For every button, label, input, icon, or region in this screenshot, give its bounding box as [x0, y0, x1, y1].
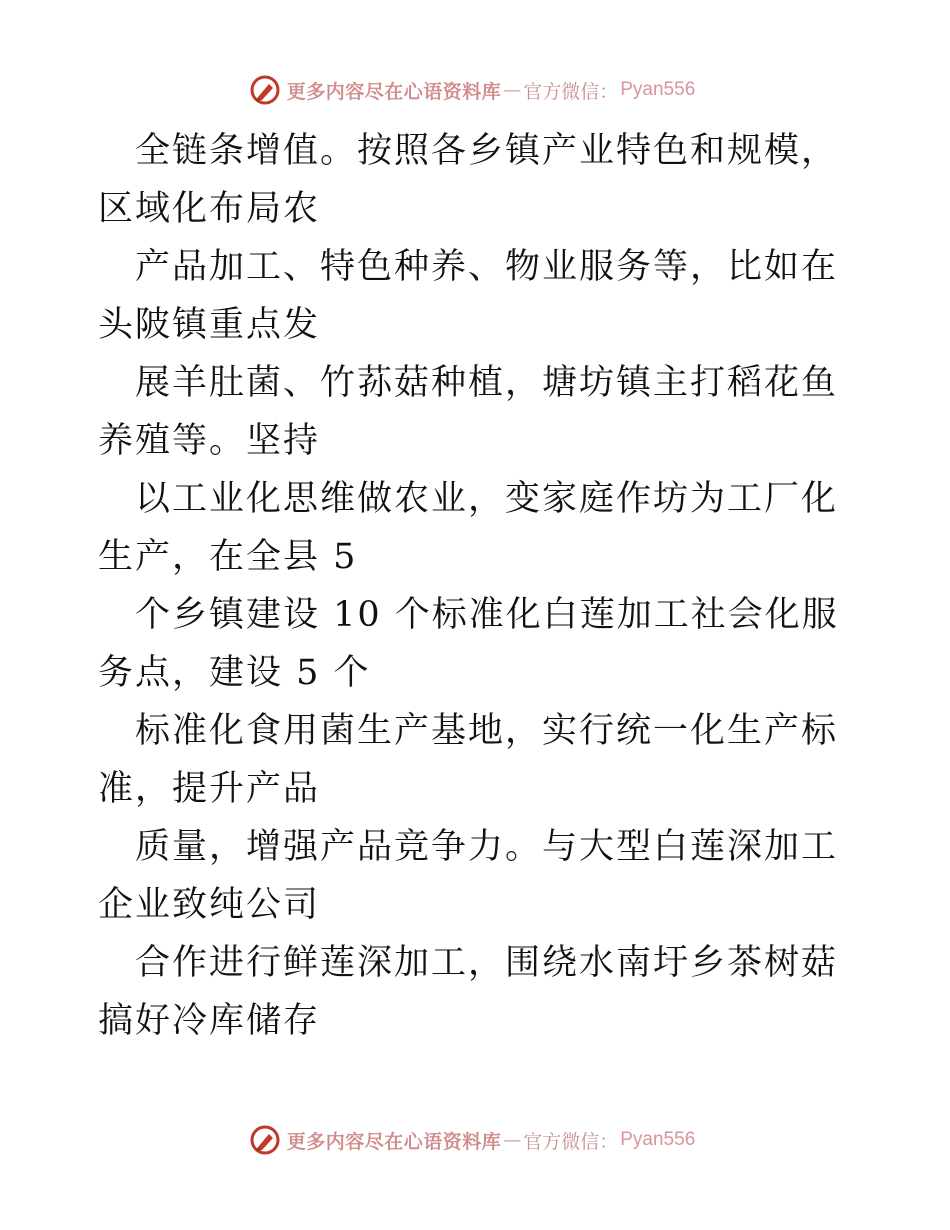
header-watermark	[0, 70, 950, 110]
document-body	[98, 122, 858, 1050]
paragraph-4-line-1: 以工业化思维做农业，变家庭作坊为工厂化生	[98, 479, 839, 577]
watermark-official-label: 官方微信：	[523, 1130, 619, 1153]
watermark-separator: —	[503, 79, 522, 101]
paragraph-6	[98, 702, 858, 818]
watermark-brand: 更多内容尽在心语资料库	[286, 1130, 502, 1153]
paragraph-1-line-2: 化布局农	[172, 189, 321, 229]
paragraph-3-line-2: 等。坚持	[172, 421, 321, 461]
paragraph-5	[98, 586, 858, 702]
paragraph-2	[98, 238, 858, 354]
paragraph-2-line-1: 产品加工、特色种养、物业服务等，比如在头陂	[98, 247, 839, 345]
paragraph-4	[98, 470, 858, 586]
watermark-wechat-id: Pyan556	[620, 1129, 696, 1150]
paragraph-3	[98, 354, 858, 470]
paragraph-7-line-2: 致纯公司	[172, 885, 321, 925]
paragraph-1	[98, 122, 858, 238]
paragraph-1-line-1: 全链条增值。按照各乡镇产业特色和规模，区域	[98, 131, 839, 229]
watermark-separator: —	[503, 1129, 522, 1151]
paragraph-6-line-2: 提升产品	[172, 769, 321, 809]
paragraph-6-line-1: 标准化食用菌生产基地，实行统一化生产标准，	[98, 711, 839, 809]
paragraph-8-line-2: 冷库储存	[172, 1001, 321, 1041]
paragraph-5-line-2: 点，建设 5 个	[135, 653, 371, 693]
paragraph-4-line-2: 产，在全县 5	[135, 537, 358, 577]
watermark-wechat-id: Pyan556	[620, 79, 696, 100]
pen-logo-icon	[249, 74, 281, 106]
pen-logo-icon	[249, 1124, 281, 1156]
watermark-brand: 更多内容尽在心语资料库	[286, 80, 502, 103]
paragraph-3-line-1: 展羊肚菌、竹荪菇种植，塘坊镇主打稻花鱼养殖	[98, 363, 839, 461]
watermark-official-label: 官方微信：	[523, 80, 619, 103]
paragraph-2-line-2: 镇重点发	[172, 305, 321, 345]
footer-watermark	[0, 1120, 950, 1160]
paragraph-5-line-1: 个乡镇建设 10 个标准化白莲加工社会化服务	[98, 595, 839, 693]
paragraph-8-line-1: 合作进行鲜莲深加工，围绕水南圩乡茶树菇搞好	[98, 943, 839, 1041]
paragraph-7-line-1: 质量，增强产品竞争力。与大型白莲深加工企业	[98, 827, 839, 925]
paragraph-7	[98, 818, 858, 934]
paragraph-8	[98, 934, 858, 1050]
